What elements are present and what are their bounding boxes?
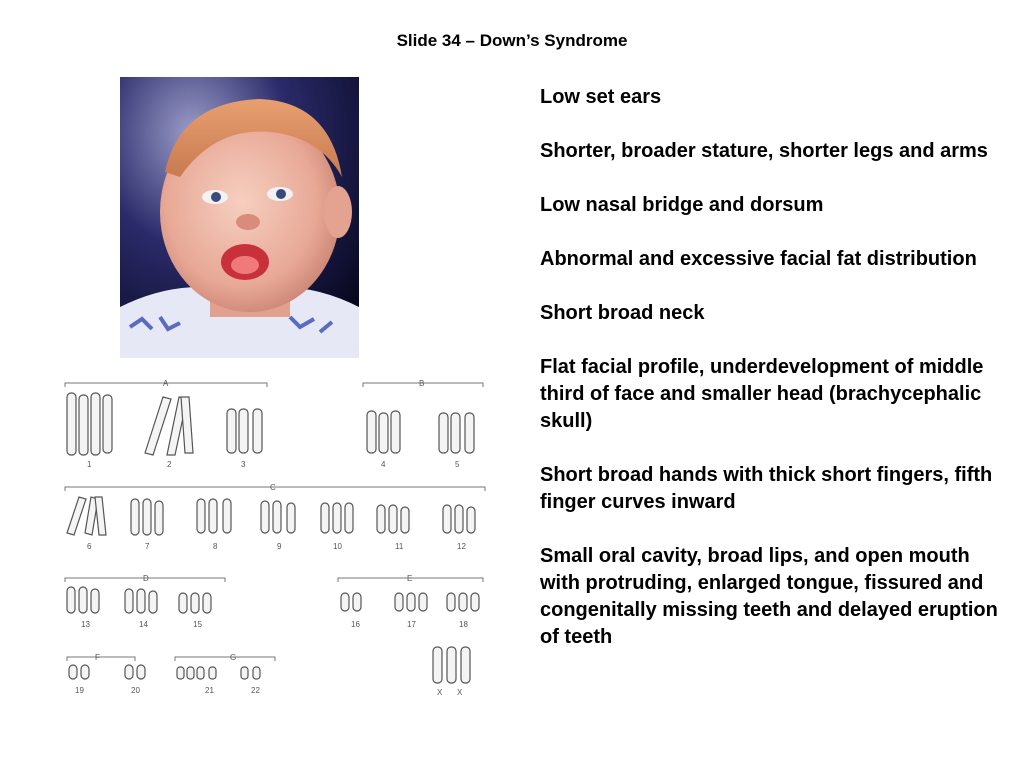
chromosome-number: 16 <box>351 620 360 629</box>
feature-item: Abnormal and excessive facial fat distribution <box>540 248 977 270</box>
group-label-C: C <box>270 483 276 492</box>
chromosome-number: 15 <box>193 620 202 629</box>
chromosome-number: 1 <box>87 460 92 469</box>
chromosome-number: 21 <box>205 686 214 695</box>
chromosome-number: 7 <box>145 542 150 551</box>
chromosome-number: 6 <box>87 542 92 551</box>
chromosome-number: 4 <box>381 460 386 469</box>
group-label-A: A <box>163 379 169 388</box>
chromosome-number: 19 <box>75 686 84 695</box>
features-list <box>540 84 1000 678</box>
chromosome-number: 18 <box>459 620 468 629</box>
chromosome-number: 20 <box>131 686 140 695</box>
chromosome-number: 11 <box>395 542 404 551</box>
chromosome-number: 17 <box>407 620 416 629</box>
child-photo <box>120 77 359 358</box>
chromosome-number: 9 <box>277 542 282 551</box>
karyotype-diagram <box>55 375 495 705</box>
slide-title: Slide 34 – Down’s Syndrome <box>396 31 628 50</box>
feature-item: Short broad neck <box>540 302 705 324</box>
chromosome-number: 14 <box>139 620 148 629</box>
chromosome-number: 2 <box>167 460 172 469</box>
feature-item: Short broad hands with thick short fingers, fifth finger curves inward <box>540 464 993 513</box>
feature-item: Small oral cavity, broad lips, and open mouth with protruding, enlarged tongue, fissured and congenitally missing teeth and delayed eruption of teeth <box>540 545 998 648</box>
feature-item: Low set ears <box>540 86 662 108</box>
chromosome-number: 5 <box>455 460 460 469</box>
chromosome-number: 3 <box>241 460 246 469</box>
group-label-F: F <box>95 653 100 662</box>
group-label-G: G <box>230 653 237 662</box>
chromosome-number: 22 <box>251 686 260 695</box>
group-label-E: E <box>407 574 413 583</box>
group-label-D: D <box>143 574 149 583</box>
chromosome-number: 12 <box>457 542 466 551</box>
chromosome-number: X <box>437 688 443 697</box>
feature-item: Flat facial profile, underdevelopment of middle third of face and smaller head (brachycephalic skull) <box>540 356 984 432</box>
chromosome-number: X <box>457 688 463 697</box>
chromosome-number: 10 <box>333 542 342 551</box>
group-label-B: B <box>419 379 425 388</box>
feature-item: Shorter, broader stature, shorter legs and arms <box>540 140 988 162</box>
feature-item: Low nasal bridge and dorsum <box>540 194 824 216</box>
chromosome-number: 13 <box>81 620 90 629</box>
chromosome-number: 8 <box>213 542 218 551</box>
